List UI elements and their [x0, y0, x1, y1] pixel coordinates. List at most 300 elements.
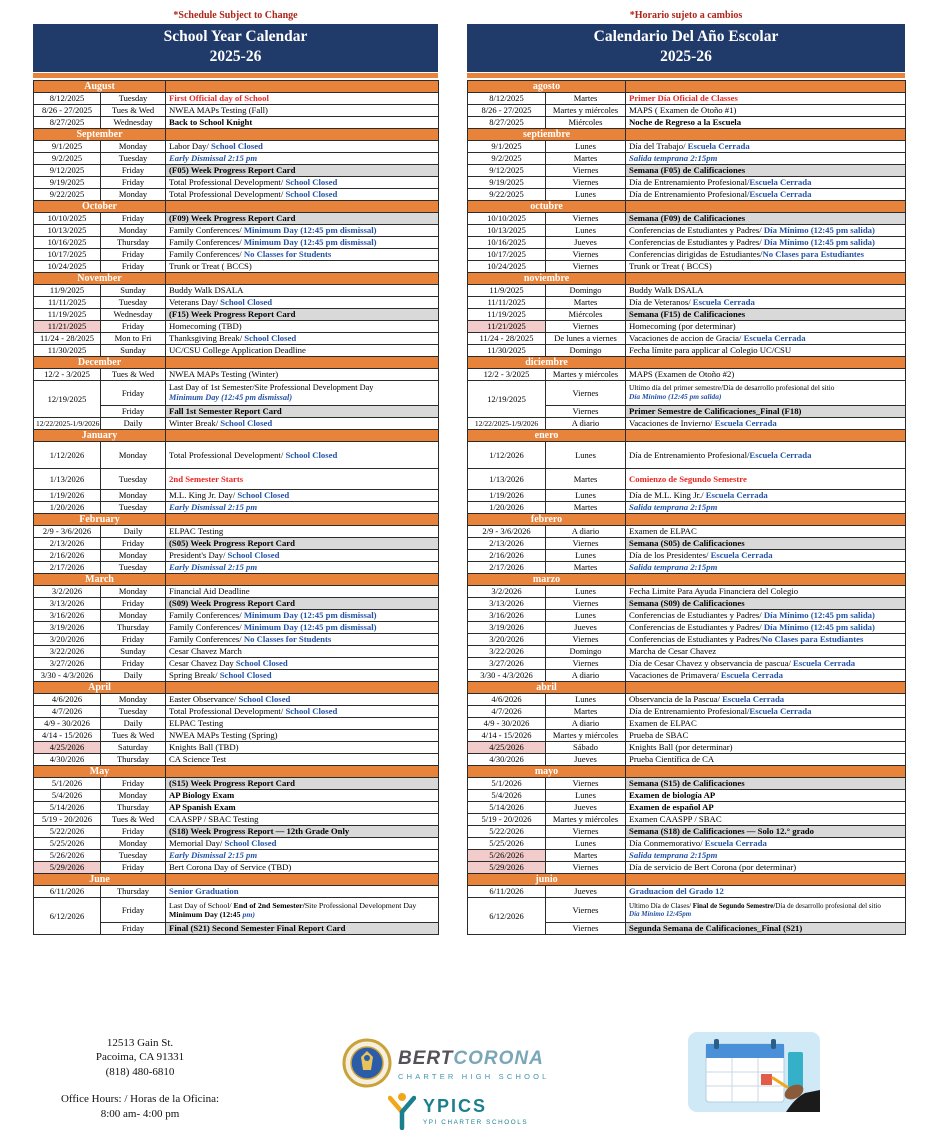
- day-cell: Tues & Wed: [101, 368, 166, 380]
- event-text-segment: Fall 1st Semester Report Card: [169, 406, 282, 417]
- event-text-segment: Marcha de Cesar Chavez: [629, 646, 717, 657]
- event-cell: [166, 212, 439, 224]
- event-cell: [166, 813, 439, 825]
- month-header-label: February: [34, 513, 166, 525]
- calendar-row: [34, 116, 439, 128]
- day-cell: Tuesday: [101, 152, 166, 164]
- month-header-fill: [626, 873, 906, 885]
- event-cell: [626, 717, 906, 729]
- event-text-segment: Back to School Knight: [169, 117, 253, 128]
- event-cell: [626, 621, 906, 633]
- event-cell: [166, 801, 439, 813]
- day-cell: Jueves: [546, 236, 626, 248]
- calendar-row: [34, 861, 439, 873]
- event-text-segment: Día de Entrenamiento Profesional/: [629, 177, 750, 188]
- month-row-octubre: [468, 200, 906, 212]
- event-text-segment: Senior Graduation: [169, 886, 239, 897]
- month-row-abril: [468, 681, 906, 693]
- calendar-row: [468, 549, 906, 561]
- day-cell: Lunes: [546, 837, 626, 849]
- event-text-segment: (S09) Week Progress Report Card: [169, 598, 295, 609]
- event-cell: [626, 585, 906, 597]
- calendar-row: [34, 741, 439, 753]
- event-text-segment: Examen CAASPP / SBAC: [629, 814, 722, 825]
- date-cell: 9/19/2025: [34, 176, 101, 188]
- event-cell: [626, 837, 906, 849]
- event-text-segment: Ultimo día del primer semestre/Día de desarrollo profesional del sitio: [629, 383, 835, 393]
- event-text-segment: Spring Break/: [169, 670, 220, 681]
- event-text-segment: Thanksgiving Break/: [169, 333, 245, 344]
- event-cell: [626, 308, 906, 320]
- calendar-column-spanish: [467, 10, 905, 935]
- event-text-segment: Escuela Cerrada: [749, 449, 812, 460]
- calendar-row: [468, 705, 906, 717]
- event-text-segment: Examen de español AP: [629, 802, 714, 813]
- month-row-febrero: [468, 513, 906, 525]
- date-cell: 4/6/2026: [468, 693, 546, 705]
- event-cell: [626, 501, 906, 513]
- date-cell: 9/12/2025: [34, 164, 101, 176]
- event-text-segment: Last Day of 1st Semester/Site Professional Development Day: [169, 382, 374, 392]
- calendar-title-spanish: [467, 24, 905, 72]
- calendar-row: [34, 104, 439, 116]
- calendar-row: [34, 561, 439, 573]
- date-cell: 10/10/2025: [34, 212, 101, 224]
- day-cell: Monday: [101, 441, 166, 468]
- day-cell: Sunday: [101, 284, 166, 296]
- event-text-segment: Escuela Cerrada: [743, 333, 806, 344]
- event-text-segment: Total Professional Development/: [169, 449, 286, 460]
- event-text-segment: Early Dismissal 2:15 pm: [169, 502, 258, 513]
- event-cell: [166, 489, 439, 501]
- calendar-row: [468, 633, 906, 645]
- event-cell: [166, 320, 439, 332]
- month-row-agosto: [468, 80, 906, 92]
- day-cell: Jueves: [546, 621, 626, 633]
- month-row-november: [34, 272, 439, 284]
- calendar-row: [34, 188, 439, 200]
- event-text-segment: Labor Day/: [169, 141, 211, 152]
- day-cell: Lunes: [546, 489, 626, 501]
- month-header-fill: [166, 272, 439, 284]
- day-cell: Martes: [546, 152, 626, 164]
- calendar-row: [34, 813, 439, 825]
- calendar-row: [468, 717, 906, 729]
- event-cell: [166, 380, 439, 405]
- day-cell: Martes: [546, 296, 626, 308]
- event-text-segment: School Closed: [237, 490, 290, 501]
- month-header-fill: [166, 80, 439, 92]
- day-cell: Daily: [101, 669, 166, 681]
- event-text-segment: Minimum Day (12:45 pm dismissal): [169, 392, 293, 402]
- event-text-segment: Family Conferences/: [169, 249, 244, 260]
- calendar-row: [34, 609, 439, 621]
- month-header-fill: [166, 429, 439, 441]
- day-cell: Daily: [101, 717, 166, 729]
- day-cell: Martes: [546, 561, 626, 573]
- event-cell: [166, 753, 439, 765]
- event-text-segment: Last Day of School/: [169, 900, 234, 910]
- event-text-segment: School Closed: [220, 297, 273, 308]
- event-cell: [166, 224, 439, 236]
- day-cell: Sábado: [546, 741, 626, 753]
- event-cell: [166, 741, 439, 753]
- date-cell: 9/22/2025: [468, 188, 546, 200]
- event-cell: [166, 188, 439, 200]
- day-cell: Viernes: [546, 320, 626, 332]
- event-cell: [626, 104, 906, 116]
- event-text-segment: MAPS ( Examen de Otoño #1): [629, 105, 737, 116]
- event-text-segment: Escuela Cerrada: [687, 141, 750, 152]
- day-cell: Tues & Wed: [101, 813, 166, 825]
- date-cell: 4/7/2026: [468, 705, 546, 717]
- event-cell: [166, 897, 439, 922]
- date-cell: 3/27/2026: [34, 657, 101, 669]
- event-text-segment: Minimum Day (12:45 pm dismissal): [243, 225, 377, 236]
- event-cell: [166, 789, 439, 801]
- calendar-row: [468, 308, 906, 320]
- day-cell: Viernes: [546, 537, 626, 549]
- day-cell: A diario: [546, 669, 626, 681]
- event-cell: [626, 597, 906, 609]
- calendar-row: [468, 188, 906, 200]
- day-cell: Monday: [101, 140, 166, 152]
- day-cell: Tues & Wed: [101, 729, 166, 741]
- calendar-row: [468, 537, 906, 549]
- event-cell: [166, 861, 439, 873]
- day-cell: Viernes: [546, 260, 626, 272]
- event-text-segment: Escuela Cerrada: [692, 297, 755, 308]
- day-cell: Monday: [101, 489, 166, 501]
- event-text-segment: Prueba Científica de CA: [629, 754, 715, 765]
- event-text-segment: NWEA MAPs Testing (Fall): [169, 105, 268, 116]
- calendar-row: [34, 585, 439, 597]
- event-text-segment: Conferencias dirigidas de Estudiantes/: [629, 249, 763, 260]
- event-text-segment: School Closed: [285, 706, 338, 717]
- event-text-segment: Conferencias de Estudiantes y Padres/: [629, 225, 764, 236]
- event-text-segment: Día Mínimo (12:45 pm salida): [763, 610, 875, 621]
- date-cell: 1/20/2026: [468, 501, 546, 513]
- event-text-segment: Día de servicio de Bert Corona (por determinar): [629, 862, 797, 873]
- day-cell: Lunes: [546, 789, 626, 801]
- event-cell: [626, 260, 906, 272]
- date-cell: 5/22/2026: [34, 825, 101, 837]
- date-cell: 1/12/2026: [34, 441, 101, 468]
- event-text-segment: Escuela Cerrada: [704, 838, 767, 849]
- calendar-row: [468, 789, 906, 801]
- event-cell: [166, 236, 439, 248]
- calendar-row: [468, 176, 906, 188]
- date-cell: 11/21/2025: [34, 320, 101, 332]
- day-cell: Friday: [101, 825, 166, 837]
- day-cell: Thursday: [101, 801, 166, 813]
- event-cell: [166, 837, 439, 849]
- event-cell: [166, 922, 439, 934]
- event-cell: [626, 92, 906, 104]
- event-cell: [166, 885, 439, 897]
- date-cell: 8/26 - 27/2025: [468, 104, 546, 116]
- date-cell: 12/19/2025: [34, 380, 101, 417]
- event-text-segment: Observancia de la Pascua/: [629, 694, 723, 705]
- month-header-fill: [166, 200, 439, 212]
- day-cell: Mon to Fri: [101, 332, 166, 344]
- school-address: [55, 1036, 225, 1079]
- event-text-segment: Early Dismissal 2:15 pm: [169, 153, 258, 164]
- date-cell: 11/21/2025: [468, 320, 546, 332]
- event-cell: [166, 777, 439, 789]
- day-cell: Tuesday: [101, 296, 166, 308]
- event-text-segment: Escuela Cerrada: [714, 418, 777, 429]
- event-cell: [626, 813, 906, 825]
- calendar-row: [468, 380, 906, 405]
- calendar-row: [468, 777, 906, 789]
- event-cell: [626, 549, 906, 561]
- day-cell: Monday: [101, 224, 166, 236]
- date-cell: 2/17/2026: [468, 561, 546, 573]
- event-text-segment: Día Mínimo (12:45 pm salida): [629, 391, 722, 401]
- event-text-segment: School Closed: [285, 449, 338, 460]
- event-text-segment: Early Dismissal 2:15 pm: [169, 850, 258, 861]
- calendar-row: [468, 501, 906, 513]
- event-cell: [626, 152, 906, 164]
- day-cell: Viernes: [546, 825, 626, 837]
- day-cell: Lunes: [546, 549, 626, 561]
- month-header-fill: [626, 513, 906, 525]
- calendar-row: [34, 164, 439, 176]
- date-cell: 2/9 - 3/6/2026: [468, 525, 546, 537]
- calendar-row: [468, 344, 906, 356]
- date-cell: 3/16/2026: [34, 609, 101, 621]
- date-cell: 1/12/2026: [468, 441, 546, 468]
- date-cell: 3/30 - 4/3/2026: [468, 669, 546, 681]
- day-cell: Lunes: [546, 188, 626, 200]
- calendar-row: [34, 753, 439, 765]
- month-header-label: March: [34, 573, 166, 585]
- month-header-label: marzo: [468, 573, 626, 585]
- calendar-row: [468, 741, 906, 753]
- day-cell: Monday: [101, 188, 166, 200]
- calendar-row: [34, 705, 439, 717]
- event-text-segment: Final (S21) Second Semester Final Report Card: [169, 923, 346, 934]
- bert-corona-wordmark: [398, 1048, 550, 1081]
- calendar-row: [34, 236, 439, 248]
- day-cell: Viernes: [546, 777, 626, 789]
- calendar-row: [34, 212, 439, 224]
- calendar-row: [34, 885, 439, 897]
- event-text-segment: Día de Entrenamiento Profesional/: [629, 706, 750, 717]
- calendar-row: [34, 717, 439, 729]
- event-cell: [166, 140, 439, 152]
- date-cell: 10/24/2025: [34, 260, 101, 272]
- event-cell: [166, 633, 439, 645]
- event-text-segment: Día Mínimo 12:45pm: [629, 909, 692, 918]
- event-text-segment: Escuela Cerrada: [722, 694, 785, 705]
- month-header-label: May: [34, 765, 166, 777]
- event-text-segment: Total Professional Development/: [169, 177, 286, 188]
- event-text-segment: Minimum Day (12:45 pm dismissal): [243, 610, 377, 621]
- calendar-row: [34, 537, 439, 549]
- event-text-segment: Examen de ELPAC: [629, 718, 697, 729]
- month-header-fill: [626, 356, 906, 368]
- date-cell: 11/11/2025: [34, 296, 101, 308]
- date-cell: 5/14/2026: [34, 801, 101, 813]
- date-cell: 6/11/2026: [34, 885, 101, 897]
- event-text-segment: Escuela Cerrada: [793, 658, 856, 669]
- date-cell: 3/13/2026: [34, 597, 101, 609]
- day-cell: Domingo: [546, 645, 626, 657]
- calendar-row: [34, 380, 439, 405]
- date-cell: 2/16/2026: [468, 549, 546, 561]
- month-row-january: [34, 429, 439, 441]
- month-header-label: septiembre: [468, 128, 626, 140]
- bert-text: BERT: [398, 1048, 454, 1069]
- month-header-label: agosto: [468, 80, 626, 92]
- date-cell: 5/29/2026: [468, 861, 546, 873]
- event-text-segment: Graduacion del Grado 12: [629, 886, 724, 897]
- day-cell: Jueves: [546, 885, 626, 897]
- day-cell: Martes y miércoles: [546, 368, 626, 380]
- event-text-segment: Día de los Presidentes/: [629, 550, 711, 561]
- day-cell: Tues & Wed: [101, 104, 166, 116]
- date-cell: 5/25/2026: [34, 837, 101, 849]
- calendar-row: [34, 525, 439, 537]
- day-cell: Viernes: [546, 633, 626, 645]
- address-line-street: 12513 Gain St.: [106, 1037, 174, 1049]
- calendar-row: [468, 468, 906, 489]
- calendar-row: [468, 669, 906, 681]
- event-text-segment: Día Mínimo (12:45 pm salida): [763, 237, 875, 248]
- day-cell: Monday: [101, 693, 166, 705]
- date-cell: 10/17/2025: [34, 248, 101, 260]
- event-text-segment: (F05) Week Progress Report Card: [169, 165, 296, 176]
- day-cell: Monday: [101, 789, 166, 801]
- event-cell: [166, 705, 439, 717]
- day-cell: Martes: [546, 92, 626, 104]
- date-cell: 3/16/2026: [468, 609, 546, 621]
- event-cell: [626, 224, 906, 236]
- event-text-segment: No Clases para Estudiantes: [762, 249, 865, 260]
- event-cell: [166, 176, 439, 188]
- day-cell: Martes: [546, 468, 626, 489]
- day-cell: Martes: [546, 705, 626, 717]
- event-cell: [166, 609, 439, 621]
- date-cell: 5/1/2026: [468, 777, 546, 789]
- event-cell: [626, 609, 906, 621]
- event-text-segment: School Closed: [211, 141, 263, 152]
- calendar-row: [34, 501, 439, 513]
- day-cell: Thursday: [101, 621, 166, 633]
- month-header-label: April: [34, 681, 166, 693]
- month-header-fill: [626, 573, 906, 585]
- date-cell: 5/22/2026: [468, 825, 546, 837]
- date-cell: 9/2/2025: [468, 152, 546, 164]
- month-header-fill: [166, 681, 439, 693]
- date-cell: 2/16/2026: [34, 549, 101, 561]
- event-cell: [626, 368, 906, 380]
- event-text-segment: Early Dismissal 2:15 pm: [169, 562, 258, 573]
- event-cell: [166, 585, 439, 597]
- event-cell: [626, 140, 906, 152]
- event-cell: [626, 236, 906, 248]
- calendar-row: [468, 645, 906, 657]
- event-cell: [166, 92, 439, 104]
- ypics-subtitle: YPI CHARTER SCHOOLS: [423, 1119, 529, 1126]
- calendar-row: [468, 621, 906, 633]
- calendar-row: [468, 236, 906, 248]
- month-header-fill: [626, 80, 906, 92]
- calendar-row: [34, 140, 439, 152]
- calendar-row: [468, 417, 906, 429]
- month-row-diciembre: [468, 356, 906, 368]
- date-cell: 5/26/2026: [34, 849, 101, 861]
- month-header-label: diciembre: [468, 356, 626, 368]
- date-cell: 3/22/2026: [468, 645, 546, 657]
- event-text-segment: Día de M.L. King Jr./: [629, 490, 706, 501]
- day-cell: Lunes: [546, 441, 626, 468]
- event-text-segment: Vacaciones de Primavera/: [629, 670, 721, 681]
- month-row-mayo: [468, 765, 906, 777]
- day-cell: Martes y miércoles: [546, 104, 626, 116]
- event-text-segment: Salida temprana 2:15pm: [629, 502, 718, 513]
- calendar-row: [34, 320, 439, 332]
- day-cell: Tuesday: [101, 561, 166, 573]
- event-text-segment: Salida temprana 2:15pm: [629, 153, 718, 164]
- calendar-row: [34, 837, 439, 849]
- event-cell: [166, 693, 439, 705]
- ypics-logo: [388, 1092, 528, 1130]
- event-text-segment: No Clases para Estudiantes: [761, 634, 864, 645]
- event-cell: [166, 717, 439, 729]
- month-row-december: [34, 356, 439, 368]
- event-cell: [626, 741, 906, 753]
- month-header-fill: [626, 681, 906, 693]
- event-text-segment: Examen de ELPAC: [629, 526, 697, 537]
- event-cell: [166, 849, 439, 861]
- event-cell: [166, 669, 439, 681]
- event-cell: [626, 885, 906, 897]
- day-cell: Jueves: [546, 753, 626, 765]
- event-text-segment: CAASPP / SBAC Testing: [169, 814, 259, 825]
- date-cell: 3/20/2026: [468, 633, 546, 645]
- date-cell: 9/1/2025: [468, 140, 546, 152]
- event-cell: [626, 922, 906, 934]
- event-cell: [626, 176, 906, 188]
- date-cell: 4/25/2026: [468, 741, 546, 753]
- day-cell: Domingo: [546, 284, 626, 296]
- event-text-segment: Semana (S09) de Calificaciones: [629, 598, 745, 609]
- event-text-segment: Vacaciones de accion de Gracia/: [629, 333, 744, 344]
- calendar-row: [468, 332, 906, 344]
- event-text-segment: No Classes for Students: [243, 634, 332, 645]
- day-cell: Miércoles: [546, 116, 626, 128]
- day-cell: Tuesday: [101, 92, 166, 104]
- event-text-segment: Conferencias de Estudiantes y Padres/: [629, 622, 764, 633]
- calendar-row: [34, 549, 439, 561]
- calendar-row: [468, 320, 906, 332]
- month-row-september: [34, 128, 439, 140]
- event-text-segment: Memorial Day/: [169, 838, 225, 849]
- event-text-segment: M.L. King Jr. Day/: [169, 490, 238, 501]
- event-text-segment: Trunk or Treat ( BCCS): [169, 261, 252, 272]
- event-text-segment: Semana (F05) de Calificaciones: [629, 165, 746, 176]
- day-cell: Friday: [101, 405, 166, 417]
- event-text-segment: Buddy Walk DSALA: [629, 285, 704, 296]
- calendar-row: [468, 837, 906, 849]
- event-cell: [166, 657, 439, 669]
- date-cell: 8/12/2025: [34, 92, 101, 104]
- day-cell: Viernes: [546, 248, 626, 260]
- office-hours: [40, 1092, 240, 1123]
